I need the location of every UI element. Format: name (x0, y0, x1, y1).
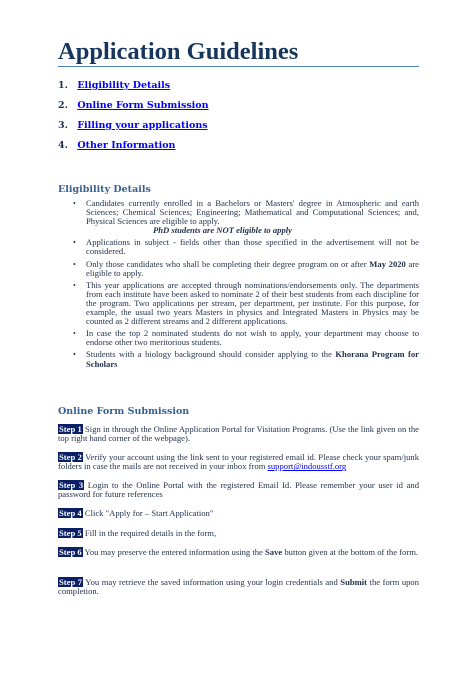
list-item (73, 237, 419, 257)
step-6 (58, 548, 419, 557)
support-email-link[interactable]: support@indousstf.org (267, 461, 347, 472)
list-item-text: Applications in subject - fields other than those specified in the advertisement will not be considered. (86, 237, 419, 257)
page-title: Application Guidelines (58, 38, 299, 65)
submit-keyword: Submit (340, 577, 368, 587)
program-name: Khorana Program for Scholars (86, 349, 419, 369)
step-text: You may retrieve the saved information using your login credentials and (83, 577, 341, 587)
toc-link-online-form[interactable]: Online Form Submission (77, 100, 209, 111)
step-badge: Step 3 (59, 480, 84, 490)
list-item-text: This year applications are accepted through nominations/endorsements only. The departments from each institute have been asked to nominate 2 of their best students from each discipline for the program. Two applications per stream, per department, per institute. For this purpose, for example, the usual two years Masters in physics and Integrated Masters in Physics may be counted as 2 different streams and 2 different applications. (86, 279, 419, 327)
step-text: button given at the bottom of the form. (282, 547, 419, 557)
list-item (73, 279, 419, 327)
toc-number: 2. (58, 100, 68, 111)
step-badge: Step 4 (59, 508, 82, 518)
step-2 (58, 453, 419, 472)
list-item-text: Only those candidates who shall be completing their degree program on or after (86, 258, 370, 269)
toc-number: 4. (58, 140, 68, 151)
list-item (73, 328, 419, 348)
list-item-text: are eligible to apply. (86, 258, 419, 278)
list-item-text: In case the top 2 nominated students do not wish to apply, your department may choose to endorse other two meritorious students. (86, 328, 419, 348)
bullet-icon: • (73, 199, 76, 208)
step-7 (58, 578, 419, 597)
toc-link-filling[interactable]: Filling your applications (77, 120, 208, 131)
eligibility-list (58, 199, 419, 372)
toc-number: 3. (58, 120, 68, 131)
step-4 (58, 509, 419, 518)
list-item (73, 349, 419, 369)
toc-link-other-info[interactable]: Other Information (77, 140, 176, 151)
toc-item (58, 140, 209, 160)
bullet-icon: • (73, 350, 76, 360)
step-text: Verify your account using the link sent to your registered email id. Please check your spam/junk folders in case the mails are not received in your inbox from (58, 452, 419, 472)
bullet-icon: • (73, 238, 76, 248)
title-divider (58, 66, 419, 67)
save-keyword: Save (265, 547, 283, 557)
step-badge: Step 7 (59, 577, 83, 587)
step-3 (58, 481, 419, 500)
bullet-icon: • (73, 259, 76, 269)
phd-note: PhD students are NOT eligible to apply (153, 225, 292, 236)
bullet-icon: • (73, 280, 76, 290)
toc-item (58, 120, 209, 140)
online-form-heading: Online Form Submission (58, 406, 190, 417)
step-text: the form upon completion. (58, 577, 420, 597)
step-badge: Step 1 (59, 424, 82, 434)
toc-number: 1. (58, 80, 68, 91)
list-item-text: Candidates currently enrolled in a Bachelors or Masters' degree in Atmospheric and earth Sciences; Chemical Sciences; Engineering; Mathematical and Computational Sciences; and, Physical Sciences are eligible to apply. (86, 198, 419, 227)
step-text: Login to the Online Portal with the registered Email Id. Please remember your user id and password for future references (58, 480, 419, 500)
list-item (73, 258, 419, 278)
step-5 (58, 529, 419, 538)
step-text: Sign in through the Online Application Portal for Visitation Programs. (Use the link given on the top right hand corner of the webpage). (58, 424, 419, 444)
toc-link-eligibility[interactable]: Eligibility Details (77, 80, 171, 91)
list-item (73, 198, 419, 236)
step-1 (58, 425, 419, 444)
step-badge: Step 2 (59, 452, 82, 462)
bullet-icon: • (73, 329, 76, 339)
step-text: You may preserve the entered information using the (82, 547, 266, 557)
deadline-text: May 2020 (369, 258, 406, 269)
table-of-contents (58, 80, 209, 160)
step-text: Click "Apply for – Start Application" (82, 508, 214, 518)
step-badge: Step 5 (59, 528, 82, 538)
toc-item (58, 80, 209, 100)
step-badge: Step 6 (59, 547, 82, 557)
step-text: Fill in the required details in the form, (82, 528, 217, 538)
eligibility-heading: Eligibility Details (58, 184, 151, 195)
list-item-text: Students with a biology background should consider applying to the (86, 349, 336, 360)
toc-item (58, 100, 209, 120)
